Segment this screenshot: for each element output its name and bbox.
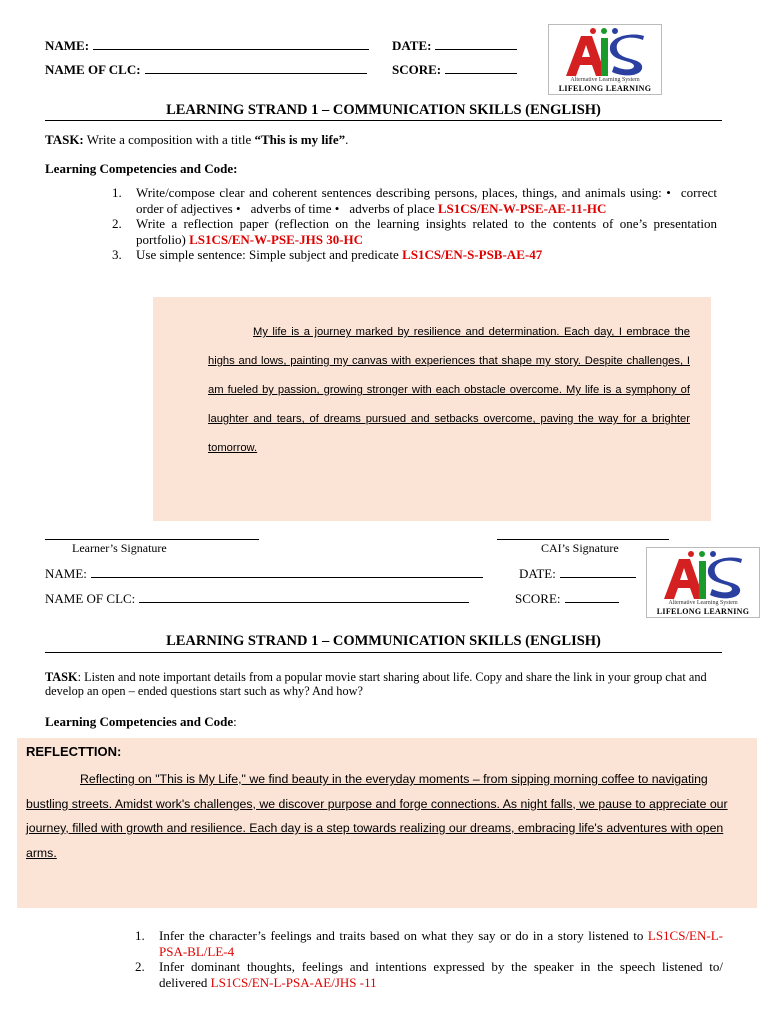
task-1-end: . bbox=[345, 132, 349, 147]
composition-box bbox=[153, 297, 711, 521]
item-text: Infer dominant thoughts, feelings and intentions expressed by the speaker in the speech listened to/ delivered bbox=[159, 959, 723, 990]
name-label-2: NAME: bbox=[45, 566, 87, 581]
item-code: LS1CS/EN-W-PSE-JHS 30-HC bbox=[189, 231, 364, 247]
clc-label: NAME OF CLC: bbox=[45, 62, 141, 77]
date-field bbox=[392, 38, 517, 54]
item-code: LS1CS/EN-S-PSB-AE-47 bbox=[402, 247, 543, 262]
competencies-2: Learning Competencies and Code: bbox=[45, 714, 237, 729]
list-item: 1. Write/compose clear and coherent sentences describing persons, places, things, and animals using: • correct order of adjectives • adverbs of time • adverbs of place LS1CS/EN-W-PSE-AE-11-HC bbox=[112, 185, 717, 216]
score-label-2: SCORE: bbox=[515, 591, 561, 606]
section-2-title: LEARNING STRAND 1 – COMMUNICATION SKILLS (ENGLISH) bbox=[166, 633, 601, 649]
item-text: Write/compose clear and coherent sentences describing persons, places, things, and animals using: • correct order of adjectives • adverbs of time • adverbs of place bbox=[136, 185, 717, 216]
date-label-2: DATE: bbox=[519, 566, 556, 581]
item-text: Infer the character’s feelings and traits based on what they say or do in a story listened to bbox=[159, 928, 648, 943]
item-code: LS1CS/EN-W-PSE-AE-11-HC bbox=[437, 200, 607, 216]
score-line[interactable] bbox=[445, 72, 517, 74]
task-1-label: TASK: bbox=[45, 132, 84, 147]
task-2 bbox=[45, 670, 725, 698]
score-field bbox=[392, 62, 517, 78]
date-field-2 bbox=[519, 566, 636, 582]
logo-tagline: Alternative Learning System bbox=[570, 77, 640, 83]
competencies-1-label: Learning Competencies and Code: bbox=[45, 161, 238, 176]
item-text: Use simple sentence: Simple subject and predicate bbox=[136, 247, 403, 262]
cai-signature-label: CAI’s Signature bbox=[541, 541, 619, 555]
clc-field bbox=[45, 62, 367, 78]
list-item: 2. Write a reflection paper (reflection on the learning insights related to the contents of one’s presentation portfolio) LS1CS/EN-W-PSE-JHS 30-HC bbox=[112, 216, 717, 247]
name-line-2[interactable] bbox=[91, 576, 483, 578]
competency-list-2 bbox=[135, 928, 723, 990]
clc-field-2 bbox=[45, 591, 469, 607]
clc-line-2[interactable] bbox=[139, 601, 469, 603]
date-line-2[interactable] bbox=[560, 576, 636, 578]
score-field-2 bbox=[515, 591, 619, 607]
section-1-title: LEARNING STRAND 1 – COMMUNICATION SKILLS (ENGLISH) bbox=[166, 102, 601, 118]
name-line[interactable] bbox=[93, 48, 369, 50]
clc-line[interactable] bbox=[145, 72, 367, 74]
score-line-2[interactable] bbox=[565, 601, 619, 603]
name-field-2 bbox=[45, 566, 483, 582]
logo-2-motto: LIFELONG LEARNING bbox=[656, 607, 750, 616]
reflection-heading: REFLECTTION: bbox=[26, 744, 122, 759]
date-line[interactable] bbox=[435, 48, 517, 50]
date-label: DATE: bbox=[392, 38, 432, 53]
item-code: LS1CS/EN-L-PSA-AE/JHS -11 bbox=[210, 974, 377, 990]
composition-text: My life is a journey marked by resilience and determination. Each day, I embrace the highs and lows, painting my canvas with experiences that shape my story. Despite challenges, I am fueled by passion, growing stronger with each obstacle overcome. My life is a symphony of laughter and tears, of dreams pursued and setbacks overcome, paving the way for a brighter tomorrow. bbox=[208, 326, 690, 454]
task-2-label: TASK bbox=[45, 670, 78, 684]
name-label: NAME: bbox=[45, 38, 90, 53]
task-1-text: Write a composition with a title bbox=[83, 132, 255, 147]
list-item: 3. Use simple sentence: Simple subject and predicate LS1CS/EN-S-PSB-AE-47 bbox=[112, 247, 543, 262]
reflection-text: Reflecting on "This is My Life," we find beauty in the everyday moments – from sipping morning coffee to navigating bustling streets. Amidst work's challenges, we discover purpose and forge connections. As night falls, we pause to appreciate our journey, filled with growth and resilience. Each day is a step towards realizing our dreams, embracing life's adventures with open arms. bbox=[26, 772, 728, 860]
learner-signature-label: Learner’s Signature bbox=[72, 541, 167, 555]
logo-motto: LIFELONG LEARNING bbox=[558, 84, 652, 93]
score-label: SCORE: bbox=[392, 62, 442, 77]
name-field bbox=[45, 38, 369, 54]
learner-signature-line[interactable] bbox=[45, 539, 259, 540]
task-2-text: : Listen and note important details from a popular movie start sharing about life. Copy and share the link in your group chat and develop an open – ended questions start such as why? And how? bbox=[45, 670, 707, 698]
task-1 bbox=[45, 132, 348, 148]
list-item: 2. Infer dominant thoughts, feelings and intentions expressed by the speaker in the speech listened to/ delivered LS1CS/EN-L-PSA-AE/JHS -11 bbox=[135, 959, 723, 990]
item-text: Write a reflection paper (reflection on the learning insights related to the contents of one’s presentation portfolio) bbox=[136, 216, 717, 247]
task-1-quote: “This is my life” bbox=[254, 132, 346, 147]
competencies-2-label: Learning Competencies and Code bbox=[45, 714, 234, 729]
competency-list-1 bbox=[112, 185, 717, 263]
logo-2-tagline: Alternative Learning System bbox=[668, 600, 738, 606]
title-rule-1 bbox=[45, 120, 722, 121]
list-item: 1. Infer the character’s feelings and traits based on what they say or do in a story listened to LS1CS/EN-L-PSA-BL/LE-4 bbox=[135, 928, 723, 959]
reflection-box bbox=[17, 738, 757, 908]
clc-label-2: NAME OF CLC: bbox=[45, 591, 136, 606]
cai-signature-line[interactable] bbox=[497, 539, 669, 540]
title-rule-2 bbox=[45, 652, 722, 653]
item-code: LS1CS/EN-L-PSA-BL/LE-4 bbox=[159, 928, 723, 959]
